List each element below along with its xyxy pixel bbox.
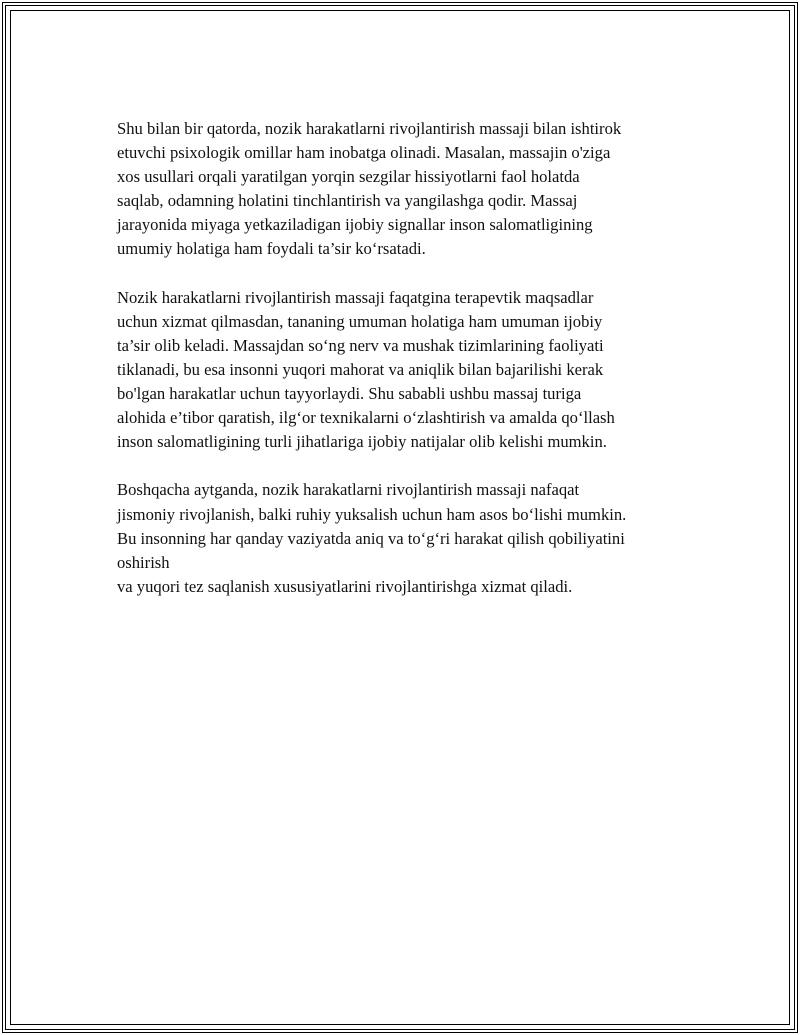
text-line: etuvchi psixologik omillar ham inobatga olinadi. Masalan, massajin o'ziga [117,143,611,163]
text-line: Nozik harakatlarni rivojlantirish massaji faqatgina terapevtik maqsadlar [117,287,594,307]
text-line: jarayonida miyaga yetkaziladigan ijobiy signallar inson salomatligining [117,215,593,235]
text-line: bo'lgan harakatlar uchun tayyorlaydi. Shu sababli ushbu massaj turiga [117,384,582,404]
text-line: saqlab, odamning holatini tinchlantirish va yangilashga qodir. Massaj [117,191,578,211]
paragraph-3 [117,478,697,598]
text-line: va yuqori tez saqlanish xususiyatlarini rivojlantirishga xizmat qiladi. [117,576,573,596]
text-line: jismoniy rivojlanish, balki ruhiy yuksalish uchun ham asos bo‘lishi mumkin. [117,504,627,524]
text-line: Bu insonning har qanday vaziyatda aniq va to‘g‘ri harakat qilish qobiliyatini [117,528,625,548]
document-body [117,117,697,623]
text-line: uchun xizmat qilmasdan, tananing umuman holatiga ham umuman ijobiy [117,311,603,331]
text-line: Shu bilan bir qatorda, nozik harakatlarni rivojlantirish massaji bilan ishtirok [117,119,622,138]
text-line: oshirish [117,552,170,572]
paragraph-2 [117,286,697,455]
text-line: umumiy holatiga ham foydali ta’sir ko‘rsatadi. [117,239,426,259]
paragraph-1 [117,117,697,262]
text-line: inson salomatligining turli jihatlariga ijobiy natijalar olib kelishi mumkin. [117,432,607,452]
text-line: ta’sir olib keladi. Massajdan so‘ng nerv va mushak tizimlarining faoliyati [117,335,604,355]
text-line: tiklanadi, bu esa insonni yuqori mahorat va aniqlik bilan bajarilishi kerak [117,359,604,379]
text-line: Boshqacha aytganda, nozik harakatlarni rivojlantirish massaji nafaqat [117,480,580,500]
text-line: xos usullari orqali yaratilgan yorqin sezgilar hissiyotlarni faol holatda [117,167,580,187]
text-line: alohida e’tibor qaratish, ilg‘or texnikalarni o‘zlashtirish va amalda qo‘llash [117,408,615,428]
